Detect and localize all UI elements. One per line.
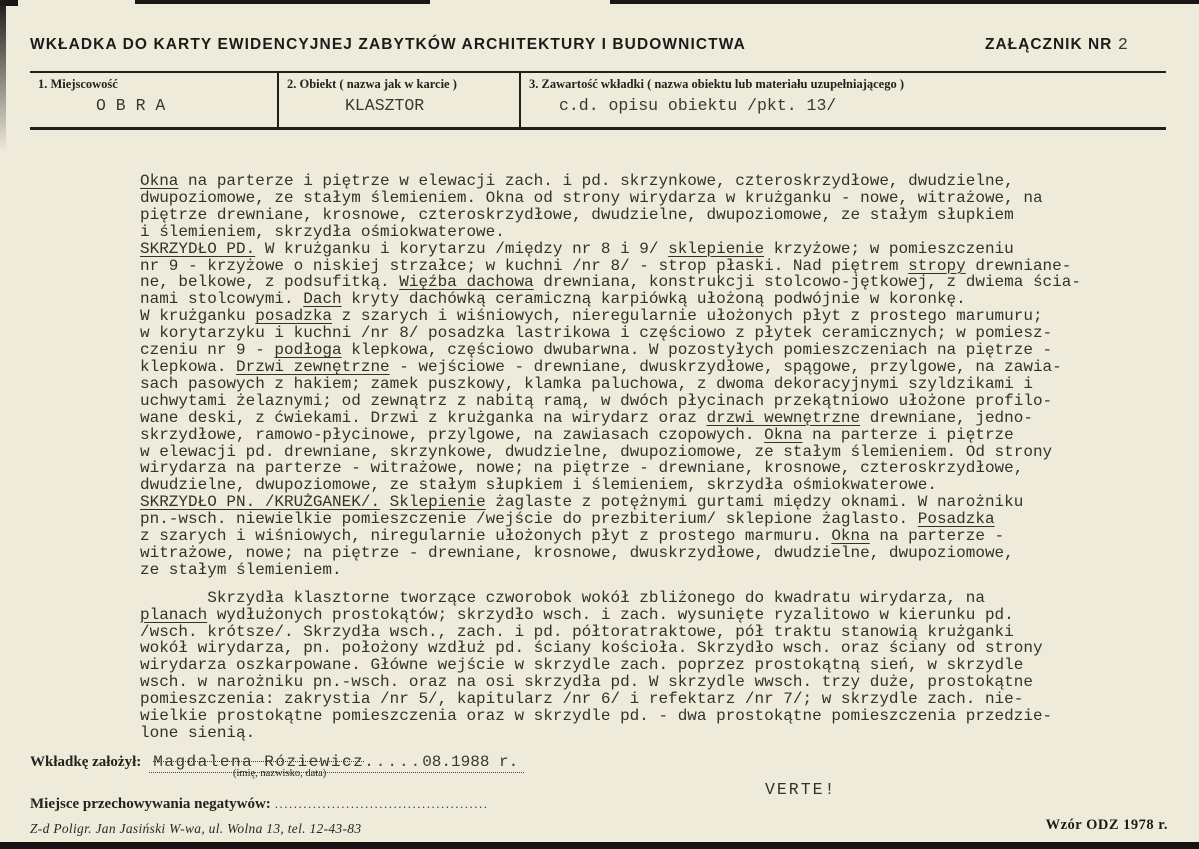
body-line: planach wydłużonych prostokątów; skrzydło wsch. i zach. wysunięte ryzalitowo w kierunku pd. xyxy=(140,605,1014,624)
printer-imprint: Z-d Poligr. Jan Jasiński W-wa, ul. Wolna 13, tel. 12-43-83 xyxy=(30,821,362,836)
body-line: skrzydłowe, ramowo-płycinowe, przylgowe, na zawiasach czopowych. Okna na parterze i piętrze xyxy=(140,425,1014,444)
body-line: Okna na parterze i piętrze w elewacji zach. i pd. skrzynkowe, czteroskrzydłowe, dwudzielne, xyxy=(140,172,1014,190)
form-model-note: Wzór ODZ 1978 r. xyxy=(1045,817,1168,833)
negatives-row xyxy=(30,795,489,813)
body-line: wokół wirydarza, pn. położony wzdłuż pd. ściany kościoła. Skrzydło wsch. oraz ściany od strony xyxy=(140,639,1043,658)
scan-edge-shadow xyxy=(0,0,6,160)
scan-edge-mark xyxy=(135,0,430,4)
verte-note: VERTE! xyxy=(765,780,837,799)
field-object-value: KLASZTOR xyxy=(345,96,425,115)
attachment-number-value: 2 xyxy=(1117,36,1129,55)
body-line: uchwytami żelaznymi; od zewnątrz z nabitą ramą, w dwóch płycinach przekątniowo ułożone profilo- xyxy=(140,391,1053,410)
body-paragraph xyxy=(140,173,1120,579)
page-title: WKŁADKA DO KARTY EWIDENCYJNEJ ZABYTKÓW ARCHITEKTURY I BUDOWNICTWA xyxy=(30,36,746,53)
founder-fill-line xyxy=(149,753,524,773)
body-line: piętrze drewniane, krosnowe, czteroskrzydłowe, dwudzielne, dwupoziomowe, ze stałym słupkiem xyxy=(140,205,1014,224)
body-line: SKRZYDŁO PN. /KRUŻGANEK/. Sklepienie żaglaste z potężnymi gurtami między oknami. W narożniku xyxy=(140,493,1024,512)
body-line: dwupoziomowe, ze stałym ślemieniem. Okna od strony wirydarza w krużganku - nowe, witrażowe, na xyxy=(140,188,1043,207)
field-locality-value: O B R A xyxy=(96,96,166,115)
body-line: wirydarza na parterze - witrażowe, nowe; na piętrze - drewniane, krosnowe, czteroskrzydłowe, xyxy=(140,459,1024,478)
scan-edge-mark xyxy=(610,0,1199,4)
body-line: ze stałym ślemieniem. xyxy=(140,560,342,579)
body-line: i ślemieniem, skrzydła ośmiokwaterowe. xyxy=(140,222,505,241)
body-line: wsch. w narożniku pn.-wsch. oraz na osi skrzydła pd. W skrzydle wwsch. trzy duże, prostokątne xyxy=(140,673,1033,692)
body-paragraph xyxy=(140,590,1120,742)
body-line: SKRZYDŁO PD. W krużganku i korytarzu /między nr 8 i 9/ sklepienie krzyżowe; w pomieszczeniu xyxy=(140,239,1014,258)
body-line: lone sienią. xyxy=(140,724,256,742)
body-line: /wsch. krótsze/. Skrzydła wsch., zach. i pd. półtoratraktowe, pół traktu stanowią krużganki xyxy=(140,622,1014,641)
negatives-dotted-line: ............................................. xyxy=(274,796,489,811)
field-contents-label: 3. Zawartość wkładki ( nazwa obiektu lub materiału uzupełniającego ) xyxy=(529,77,905,91)
body-line: wielkie prostokątne pomieszczenia oraz w skrzydle pd. - dwa prostokątne pomieszczenia przedzie- xyxy=(140,707,1053,726)
body-line: wirydarza oszkarpowane. Główne wejście w skrzydle zach. poprzez prostokątną sień, w skrzydle xyxy=(140,656,1024,675)
body-line: z szarych i wiśniowych, niregularnie ułożonych płyt z prostego marmuru. Okna na parterze - xyxy=(140,527,1005,546)
founder-hint: (imię, nazwisko, data) xyxy=(233,768,327,779)
founder-label: Wkładkę założył: xyxy=(30,754,142,770)
body-line: wane deski, z ćwiekami. Drzwi z krużganka na wirydarz oraz drzwi wewnętrzne drewniane, jedno- xyxy=(140,408,1033,427)
body-line: witrażowe, nowe; na piętrze - drewniane, krosnowe, dwuskrzydłowe, dwudzielne, dwupoziomowe, xyxy=(140,543,1014,562)
form-header-table xyxy=(30,71,1166,130)
negatives-label: Miejsce przechowywania negatywów: xyxy=(30,796,271,812)
body-line: pn.-wsch. niewielkie pomieszczenie /wejście do prezbiterium/ sklepione żaglasto. Posadzka xyxy=(140,510,995,529)
body-line: Skrzydła klasztorne tworzące czworobok wokół zbliżonego do kwadratu wirydarza, na xyxy=(140,588,985,607)
scan-bottom-edge xyxy=(0,842,1199,849)
body-line: w elewacji pd. drewniane, skrzynkowe, dwudzielne, dwupoziomowe, ze stałym ślemieniem. Od strony xyxy=(140,442,1053,461)
body-line: nr 9 - krzyżowe o niskiej strzałce; w kuchni /nr 8/ - strop płaski. Nad piętrem stropy drewniane- xyxy=(140,256,1072,275)
field-object xyxy=(277,73,521,127)
body-line: sach pasowych z hakiem; zamek puszkowy, klamka paluchowa, z dwoma dekoracyjnymi szyldzikami i xyxy=(140,374,1033,393)
body-line: W krużganku posadzka z szarych i wiśniowych, nieregularnie ułożonych płyt z prostego marumuru; xyxy=(140,307,1043,326)
body-line: dwudzielne, dwupoziomowe, ze stałym słupkiem i ślemieniem, skrzydła ośmiokwaterowe. xyxy=(140,476,937,495)
body-line: czeniu nr 9 - podłoga klepkowa, częściowo dwubarwna. W pozostyłych pomieszczeniach na piętrze - xyxy=(140,341,1053,360)
attachment-number xyxy=(985,36,1129,55)
body-line: pomieszczenia: zakrystia /nr 5/, kapitularz /nr 6/ i refektarz /nr 7/; w skrzydle zach. nie- xyxy=(140,690,1024,709)
body-line: w korytarzyku i kuchni /nr 8/ posadzka lastrikowa i częściowo z płytek ceramicznych; w pomiesz- xyxy=(140,324,1053,343)
attachment-label: ZAŁĄCZNIK NR xyxy=(985,36,1113,53)
typewritten-body xyxy=(140,173,1120,742)
field-locality xyxy=(30,73,277,127)
founder-date: 08.1988 r. xyxy=(422,753,519,771)
field-locality-label: 1. Miejscowość xyxy=(38,77,118,91)
body-line: nami stolcowymi. Dach kryty dachówką ceramiczną karpiówką ułożoną podwójnie w koronkę. xyxy=(140,290,966,309)
field-contents xyxy=(521,73,1166,127)
body-line: ne, belkowe, z podsufitką. Więźba dachowa drewniana, konstrukcji stolcowo-jętkowej, z dwiema ścia- xyxy=(140,273,1081,292)
dotted-leader: ..... xyxy=(364,753,423,771)
field-contents-value: c.d. opisu obiektu /pkt. 13/ xyxy=(559,96,837,115)
founder-name: Magdalena Róziewicz xyxy=(153,753,365,771)
field-object-label: 2. Obiekt ( nazwa jak w karcie ) xyxy=(287,77,457,91)
body-line: klepkowa. Drzwi zewnętrzne - wejściowe - drewniane, dwuskrzydłowe, spągowe, przylgowe, na zawia- xyxy=(140,357,1062,376)
